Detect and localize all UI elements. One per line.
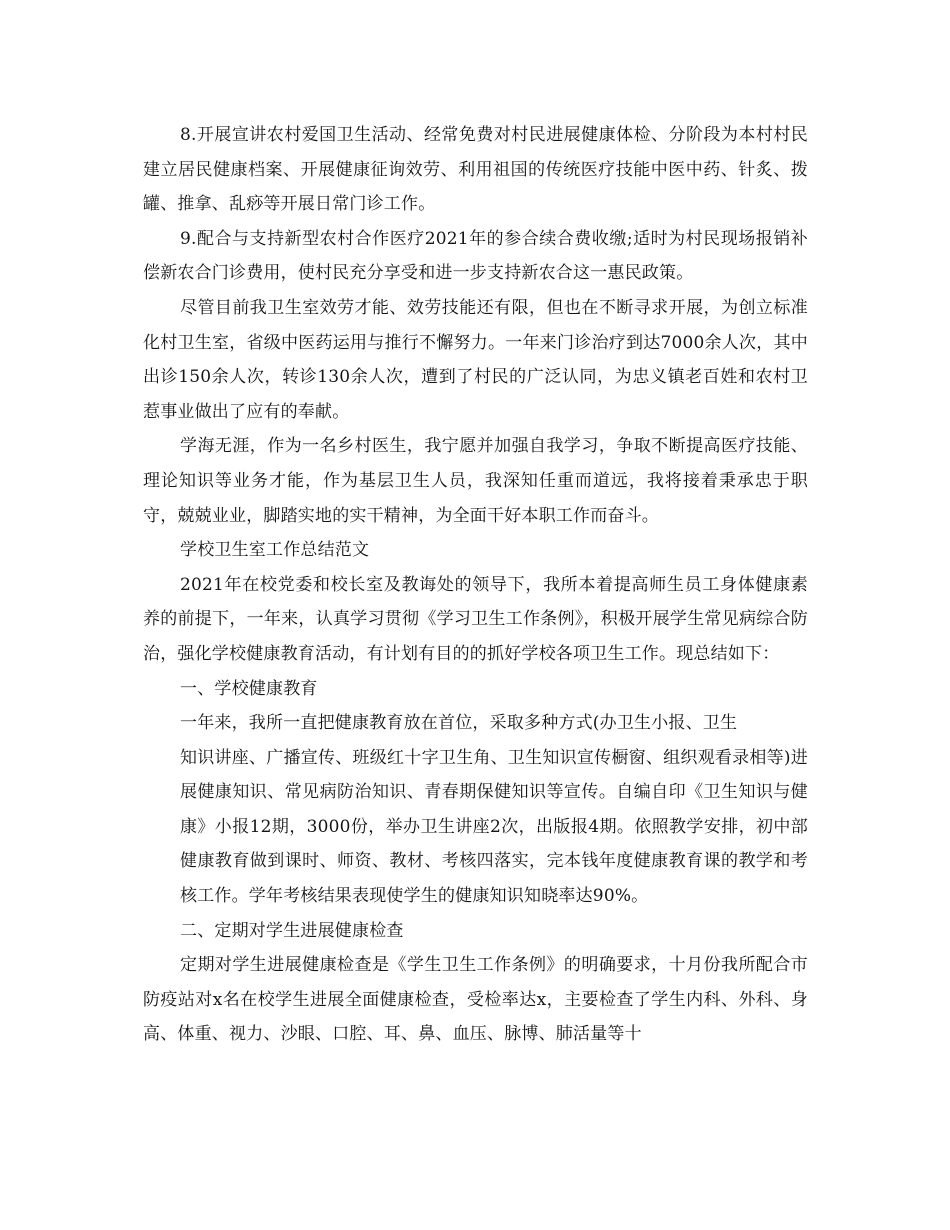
paragraph-school-intro: 2021年在校党委和校长室及教诲处的领导下，我所本着提高师生员工身体健康素养的前提下，一年来，认真学习贯彻《学习卫生工作条例》，积极开展学生常见病综合防治，强化学校健康教育活动，有计划有目的的抓好学校各项卫生工作。现总结如下： [143,574,808,664]
section-title-school-clinic-summary: 学校卫生室工作总结范文 [180,540,370,561]
paragraph-item-8: 8.开展宣讲农村爱国卫生活动、经常免费对村民进展健康体检、分阶段为本村村民建立居民健康档案、开展健康征询效劳、利用祖国的传统医疗技能中医中药、针炙、拨罐、推拿、乱痧等开展日常门诊工作。 [143,125,808,215]
section-heading-health-check: 二、定期对学生进展健康检查 [180,920,404,941]
section-heading-health-education: 一、学校健康教育 [180,678,318,699]
paragraph-health-education-body: 知识讲座、广播宣传、班级红十字卫生角、卫生知识宣传橱窗、组织观看录相等)进展健康知识、常见病防治知识、青春期保健知识等宣传。自编自印《卫生知识与健康》小报12期，3000份，举办卫生讲座2次，出版报4期。依照教学安排，初中部健康教育做到课时、师资、教材、考核四落实，完本钱年度健康教育课的教学和考核工作。学年考核结果表现使学生的健康知识知晓率达90%。 [180,747,808,907]
paragraph-item-9: 9.配合与支持新型农村合作医疗2021年的参合续合费收缴;适时为村民现场报销补偿新农合门诊费用，使村民充分享受和进一步支持新农合这一惠民政策。 [143,228,808,284]
paragraph-clinic-progress: 尽管目前我卫生室效劳才能、效劳技能还有限，但也在不断寻求开展，为创立标准化村卫生室，省级中医药运用与推行不懈努力。一年来门诊治疗到达7000余人次，其中出诊150余人次，转诊130余人次，遭到了村民的广泛认同，为忠义镇老百姓和农村卫惹事业做出了应有的奉献。 [143,297,808,422]
paragraph-health-education-first-line: 一年来，我所一直把健康教育放在首位，采取多种方式(办卫生小报、卫生 [180,713,738,734]
paragraph-health-check: 定期对学生进展健康检查是《学生卫生工作条例》的明确要求，十月份我所配合市防疫站对x名在校学生进展全面健康检查，受检率达x，主要检查了学生内科、外科、身高、体重、视力、沙眼、口腔、耳、鼻、血压、脉博、肺活量等十 [143,955,808,1045]
document-body [143,118,808,1052]
paragraph-self-study: 学海无涯，作为一名乡村医生，我宁愿并加强自我学习，争取不断提高医疗技能、理论知识等业务才能，作为基层卫生人员，我深知任重而道远，我将接着秉承忠于职守，兢兢业业，脚踏实地的实干精神，为全面干好本职工作而奋斗。 [143,436,808,526]
